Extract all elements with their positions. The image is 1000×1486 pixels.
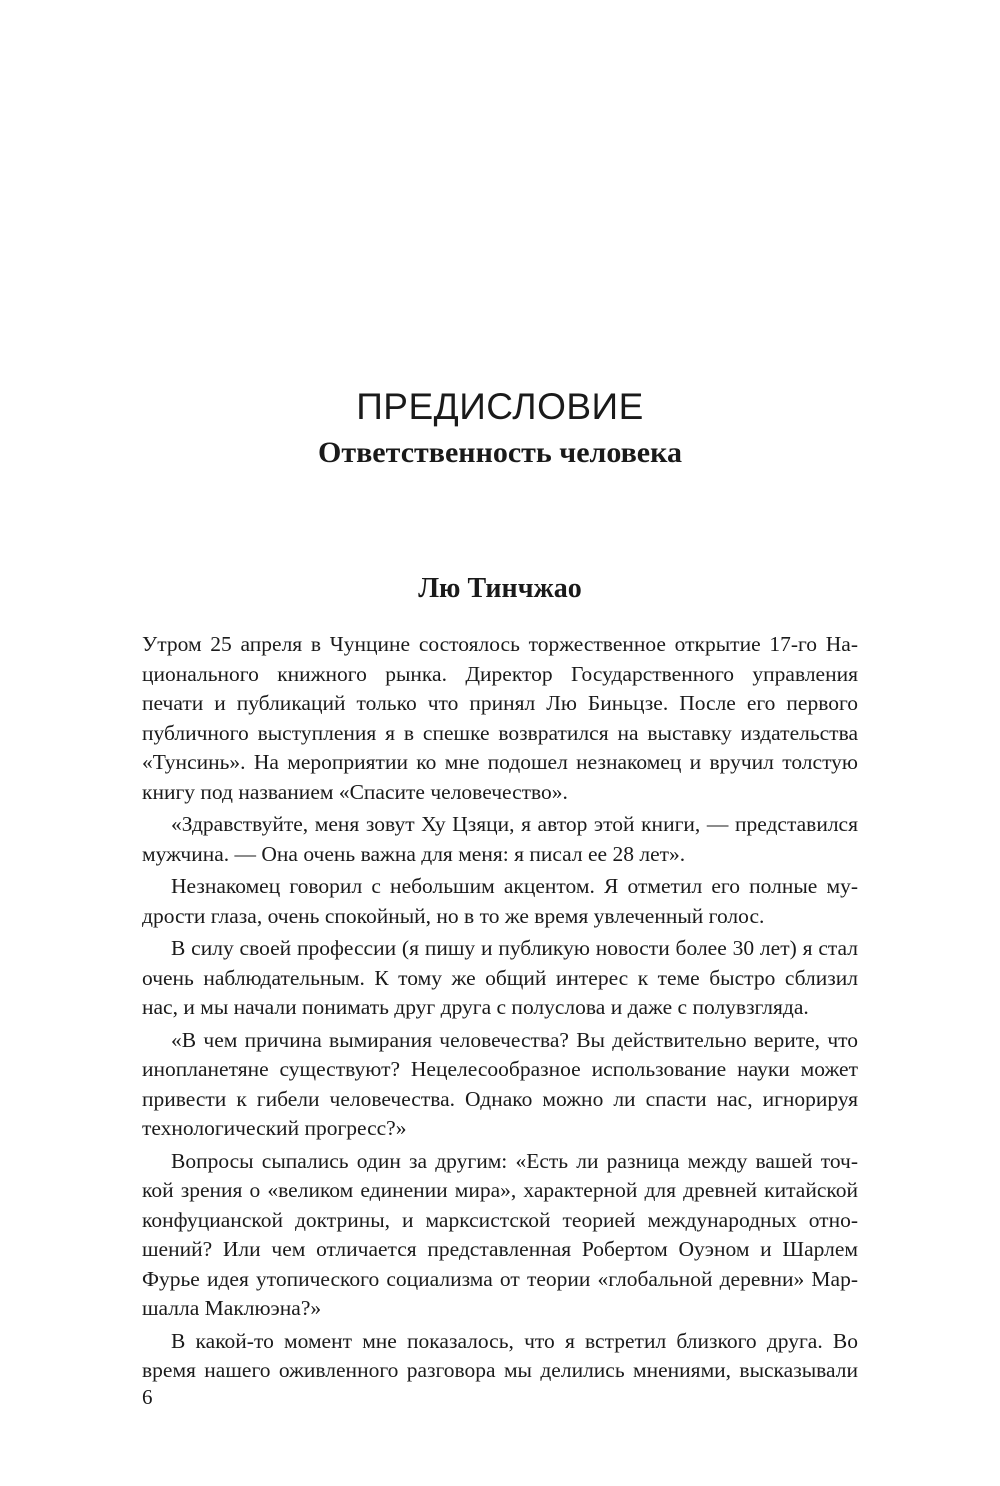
paragraph [142,1327,858,1386]
text-line: Фурье идея утопического социализма от теории «глобальной деревни» Мар- [142,1266,858,1291]
text-line: «В чем причина вымирания человечества? Вы действительно верите, что [171,1027,858,1052]
paragraph [142,810,858,869]
body-text [142,630,858,1386]
text-line: привести к гибели человечества. Однако можно ли спасти нас, игнорируя [142,1086,858,1111]
text-line: кой зрения о «великом единении мира», характерной для древней китайской [142,1178,858,1202]
text-line: шений? Или чем отличается представленная Робертом Оуэном и Шарлем [142,1237,858,1261]
text-line: время нашего оживленного разговора мы делились мнениями, высказывали [142,1358,858,1382]
text-line: конфуцианской доктрины, и марксистской теорией международных отно- [142,1207,858,1232]
text-line: Незнакомец говорил с небольшим акцентом. Я отметил его полные му- [171,874,858,898]
text-line: нас, и мы начали понимать друг друга с полуслова и даже с полувзгляда. [142,995,809,1019]
paragraph [142,934,858,1023]
paragraph [142,630,858,807]
text-line: печати и публикаций только что принял Лю Биньцзе. После его первого [142,691,858,715]
text-line: В какой-то момент мне показалось, что я встретил близкого друга. Во [171,1328,858,1353]
text-line: дрости глаза, очень спокойный, но в то же время увлеченный голос. [142,903,765,928]
paragraph [142,1147,858,1324]
paragraph [142,872,858,931]
text-line: «Тунсинь». На мероприятии ко мне подошел незнакомец и вручил толстую [142,750,858,774]
chapter-subtitle: Ответственность человека [318,436,682,469]
text-line: шалла Маклюэна?» [142,1296,322,1320]
text-line: Вопросы сыпались один за другим: «Есть ли разница между вашей точ- [171,1148,858,1173]
paragraph [142,1026,858,1144]
author-name: Лю Тинчжао [418,573,582,604]
chapter-title: ПРЕДИСЛОВИЕ [356,386,644,427]
text-line: В силу своей профессии (я пишу и публикую новости более 30 лет) я стал [171,936,858,960]
text-line: публичного выступления я в спешке возвратился на выставку издательства [142,720,858,745]
text-line: книгу под названием «Спасите человечество». [142,779,568,804]
page-number: 6 [142,1385,153,1409]
text-line: «Здравствуйте, меня зовут Ху Цзяци, я автор этой книги, — представился [171,812,858,836]
text-line: очень наблюдательным. К тому же общий интерес к теме быстро сблизил [142,965,858,990]
text-line: инопланетяне существуют? Нецелесообразное использование науки может [142,1057,858,1081]
text-line: технологический прогресс?» [142,1116,407,1140]
text-line: Утром 25 апреля в Чунцине состоялось торжественное открытие 17-го На- [142,632,858,656]
text-line: ционального книжного рынка. Директор Государственного управления [142,661,858,686]
text-line: мужчина. — Она очень важна для меня: я писал ее 28 лет». [142,841,686,866]
